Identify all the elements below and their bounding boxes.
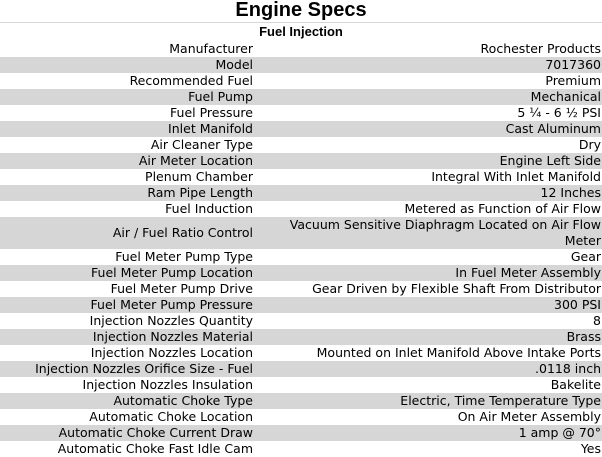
spec-value: Cast Aluminum xyxy=(505,121,601,136)
spec-value: 8 xyxy=(593,313,601,328)
spec-value: Vacuum Sensitive Diaphragm Located on Air Flow Meter xyxy=(289,217,601,248)
page-title: Engine Specs xyxy=(235,0,367,21)
spec-label: Air Meter Location xyxy=(138,153,253,168)
spec-row xyxy=(0,329,602,345)
spec-value: Bakelite xyxy=(550,377,601,392)
spec-row xyxy=(0,409,602,425)
spec-label: Fuel Pressure xyxy=(170,105,253,120)
spec-label: Automatic Choke Current Draw xyxy=(58,425,253,440)
spec-value: Mounted on Inlet Manifold Above Intake Ports xyxy=(316,345,601,360)
spec-value: Gear xyxy=(570,249,601,264)
spec-value: 1 amp @ 70° xyxy=(518,425,601,440)
spec-label: Fuel Meter Pump Pressure xyxy=(90,297,253,312)
spec-row xyxy=(0,73,602,89)
spec-row xyxy=(0,393,602,409)
spec-label: Model xyxy=(215,57,253,72)
spec-row xyxy=(0,217,602,249)
spec-label: Fuel Meter Pump Type xyxy=(115,249,253,264)
spec-row xyxy=(0,249,602,265)
spec-row xyxy=(0,377,602,393)
spec-value: .0118 inch xyxy=(535,361,601,376)
spec-value: Yes xyxy=(580,441,601,456)
spec-row xyxy=(0,313,602,329)
spec-label: Recommended Fuel xyxy=(129,73,253,88)
spec-label: Injection Nozzles Insulation xyxy=(82,377,253,392)
spec-label: Ram Pipe Length xyxy=(147,185,253,200)
spec-row xyxy=(0,121,602,137)
spec-label: Air / Fuel Ratio Control xyxy=(112,225,253,240)
spec-label: Injection Nozzles Orifice Size - Fuel xyxy=(35,361,253,376)
spec-label: Fuel Meter Pump Location xyxy=(91,265,253,280)
spec-row xyxy=(0,89,602,105)
spec-label: Air Cleaner Type xyxy=(150,137,253,152)
spec-value: 5 ¼ - 6 ½ PSI xyxy=(517,105,601,120)
spec-row xyxy=(0,169,602,185)
spec-row xyxy=(0,281,602,297)
spec-row xyxy=(0,185,602,201)
spec-value: Rochester Products xyxy=(480,41,601,56)
spec-value: Premium xyxy=(545,73,601,88)
specs-table xyxy=(0,41,602,457)
spec-row xyxy=(0,153,602,169)
spec-label: Fuel Induction xyxy=(165,201,253,216)
spec-value: In Fuel Meter Assembly xyxy=(455,265,601,280)
spec-value: Dry xyxy=(578,137,601,152)
spec-label: Automatic Choke Fast Idle Cam xyxy=(57,441,253,456)
spec-value: Engine Left Side xyxy=(499,153,601,168)
spec-row xyxy=(0,105,602,121)
spec-row xyxy=(0,425,602,441)
spec-row xyxy=(0,297,602,313)
spec-row xyxy=(0,265,602,281)
spec-label: Injection Nozzles Material xyxy=(92,329,253,344)
spec-row xyxy=(0,345,602,361)
spec-label: Automatic Choke Type xyxy=(113,393,253,408)
spec-value: Metered as Function of Air Flow xyxy=(404,201,601,216)
spec-value: On Air Meter Assembly xyxy=(457,409,601,424)
spec-row xyxy=(0,441,602,457)
spec-value: 7017360 xyxy=(545,57,601,72)
spec-label: Automatic Choke Location xyxy=(89,409,253,424)
spec-row xyxy=(0,137,602,153)
spec-label: Fuel Meter Pump Drive xyxy=(110,281,253,296)
spec-value: Brass xyxy=(566,329,601,344)
spec-value: Integral With Inlet Manifold xyxy=(431,169,601,184)
spec-value: Mechanical xyxy=(530,89,601,104)
spec-label: Plenum Chamber xyxy=(145,169,253,184)
section-heading: Fuel Injection xyxy=(0,22,602,41)
spec-label: Inlet Manifold xyxy=(168,121,253,136)
spec-label: Injection Nozzles Quantity xyxy=(89,313,253,328)
spec-label: Manufacturer xyxy=(169,41,253,56)
spec-label: Injection Nozzles Location xyxy=(90,345,253,360)
spec-value: Electric, Time Temperature Type xyxy=(400,393,601,408)
spec-label: Fuel Pump xyxy=(188,89,253,104)
spec-row xyxy=(0,201,602,217)
spec-value: Gear Driven by Flexible Shaft From Distributor xyxy=(312,281,601,296)
spec-row xyxy=(0,361,602,377)
spec-value: 300 PSI xyxy=(554,297,601,312)
spec-row xyxy=(0,41,602,57)
spec-row xyxy=(0,57,602,73)
spec-value: 12 Inches xyxy=(540,185,601,200)
